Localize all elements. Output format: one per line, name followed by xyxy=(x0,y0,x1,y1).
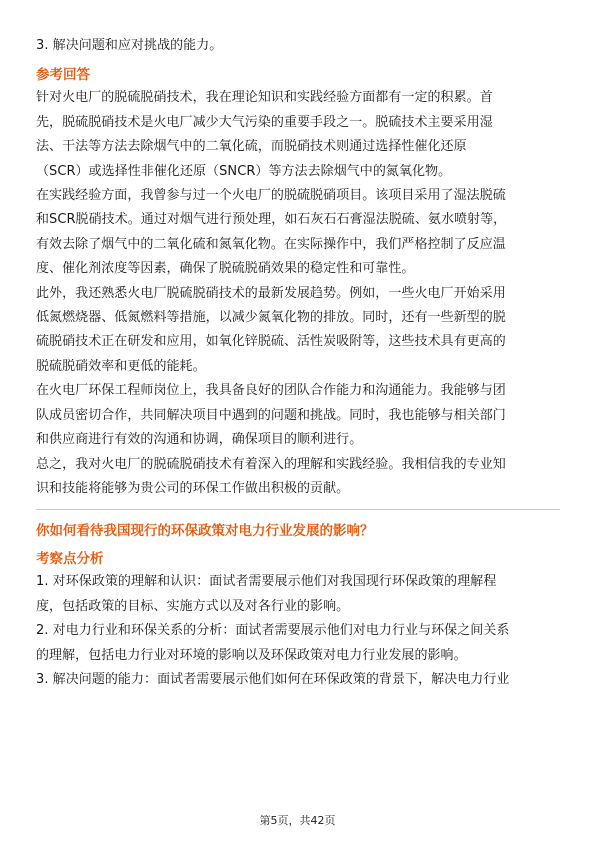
answer-line: 在火电厂环保工程师岗位上，我具备良好的团队合作能力和沟通能力。我能够与团 xyxy=(36,383,506,399)
analysis-line: 3. 解决问题的能力：面试者需要展示他们如何在环保政策的背景下，解决电力行业 xyxy=(36,671,510,687)
answer-line: （SCR）或选择性非催化还原（SNCR）等方法去除烟气中的氮氧化物。 xyxy=(36,163,452,179)
answer-heading: 参考回答 xyxy=(36,67,90,84)
answer-line: 针对火电厂的脱硫脱硝技术，我在理论知识和实践经验方面都有一定的积累。首 xyxy=(36,90,493,106)
page-footer: 第5页，共42页 xyxy=(259,814,336,827)
section-divider xyxy=(36,509,560,510)
analysis-body xyxy=(36,570,560,692)
answer-line: 和供应商进行有效的沟通和协调，确保项目的顺利进行。 xyxy=(36,432,363,448)
analysis-line: 度，包括政策的目标、实施方式以及对各行业的影响。 xyxy=(36,598,350,614)
answer-line: 在实践经验方面，我曾参与过一个火电厂的脱硫脱硝项目。该项目采用了湿法脱硫 xyxy=(36,188,506,204)
page-content xyxy=(36,34,560,692)
answer-line: 和SCR脱硝技术。通过对烟气进行预处理，如石灰石石膏湿法脱硫、氨水喷射等， xyxy=(36,212,507,228)
list-item: 3. 解决问题和应对挑战的能力。 xyxy=(36,38,223,53)
answer-line: 硫脱硝技术正在研发和应用，如氧化锌脱硫、活性炭吸附等，这些技术具有更高的 xyxy=(36,334,506,350)
analysis-heading: 考察点分析 xyxy=(36,551,104,568)
answer-line: 低氮燃烧器、低氮燃料等措施，以减少氮氧化物的排放。同时，还有一些新型的脱 xyxy=(36,310,506,326)
answer-line: 度、催化剂浓度等因素，确保了脱硫脱硝效果的稳定性和可靠性。 xyxy=(36,261,415,277)
answer-line: 法、干法等方法去除烟气中的二氧化硫，而脱硝技术则通过选择性催化还原 xyxy=(36,139,467,155)
answer-line: 脱硫脱硝效率和更低的能耗。 xyxy=(36,358,206,374)
analysis-line: 的理解，包括电力行业对环境的影响以及环保政策对电力行业发展的影响。 xyxy=(36,647,467,663)
answer-line: 队成员密切合作，共同解决项目中遇到的问题和挑战。同时，我也能够与相关部门 xyxy=(36,407,506,423)
answer-body xyxy=(36,86,560,501)
answer-line: 识和技能将能够为贵公司的环保工作做出积极的贡献。 xyxy=(36,480,350,496)
analysis-line: 2. 对电力行业和环保关系的分析：面试者需要展示他们对电力行业与环保之间关系 xyxy=(36,623,510,639)
question-heading: 你如何看待我国现行的环保政策对电力行业发展的影响？ xyxy=(36,523,374,540)
answer-line: 此外，我还熟悉火电厂脱硫脱硝技术的最新发展趋势。例如，一些火电厂开始采用 xyxy=(36,285,506,301)
answer-line: 先，脱硫脱硝技术是火电厂减少大气污染的重要手段之一。脱硫技术主要采用湿 xyxy=(36,114,493,130)
answer-line: 总之，我对火电厂的脱硫脱硝技术有着深入的理解和实践经验。我相信我的专业知 xyxy=(36,456,506,472)
answer-line: 有效去除了烟气中的二氧化硫和氮氧化物。在实际操作中，我们严格控制了反应温 xyxy=(36,236,506,252)
analysis-line: 1. 对环保政策的理解和认识：面试者需要展示他们对我国现行环保政策的理解程 xyxy=(36,574,497,590)
